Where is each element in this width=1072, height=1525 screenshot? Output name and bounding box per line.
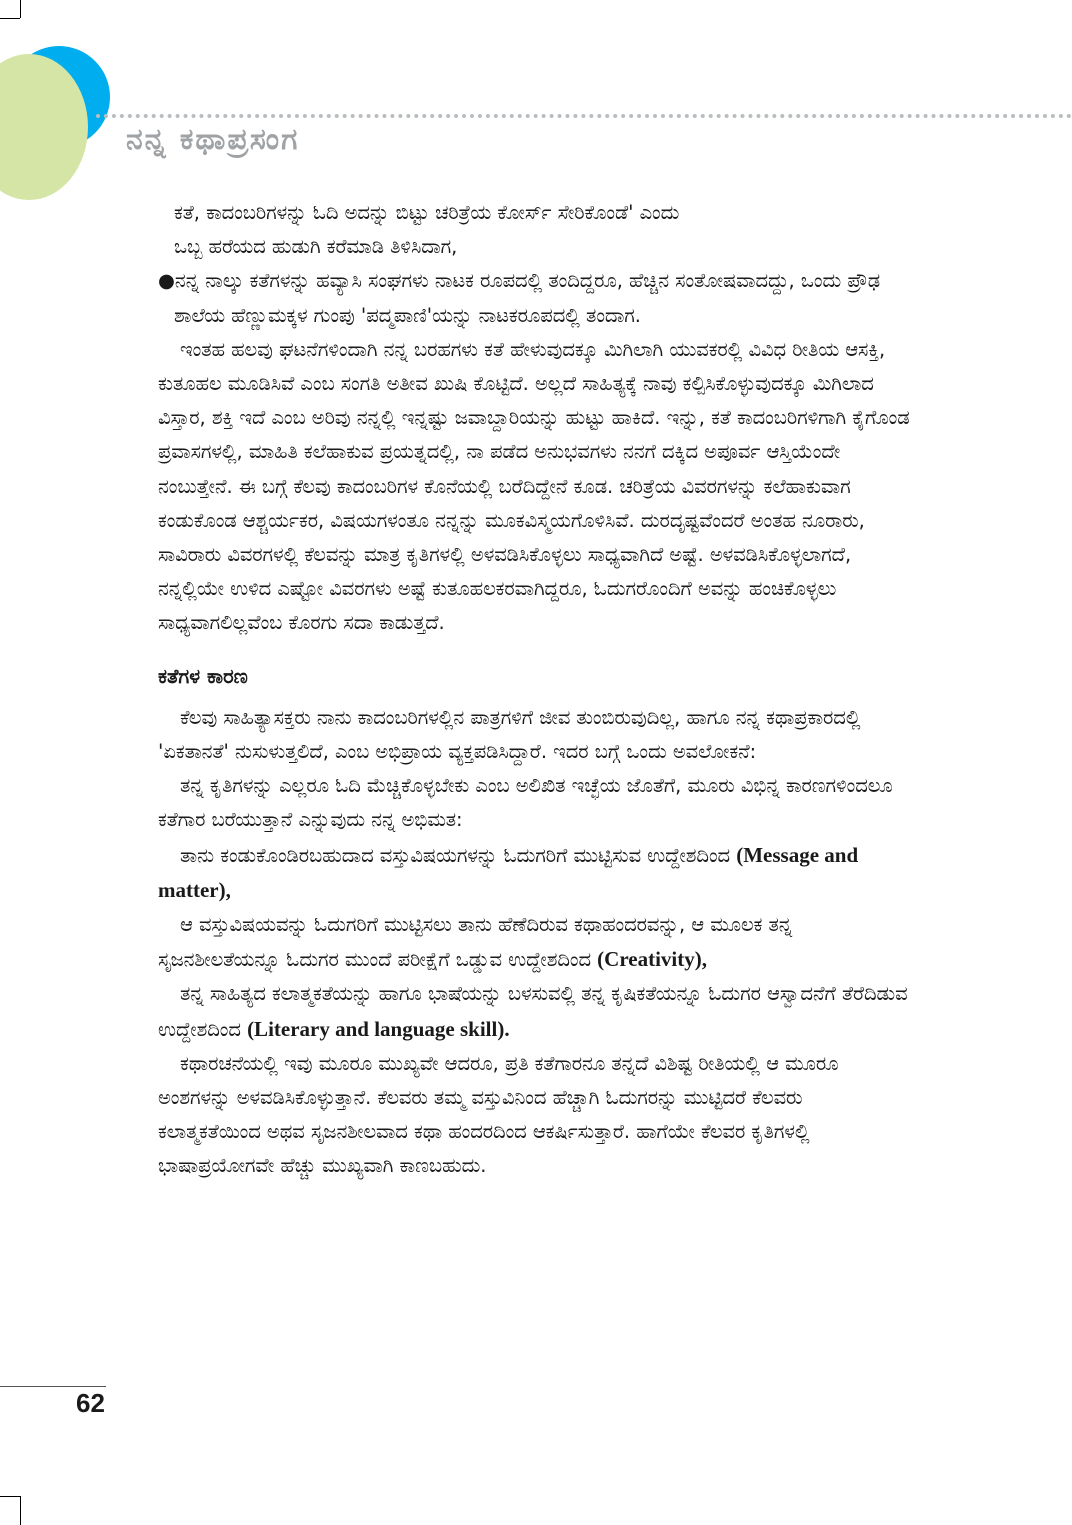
page-number: 62 (76, 1388, 105, 1418)
reason-item-2 (158, 908, 910, 977)
crop-mark-bottom-left-v (20, 1496, 21, 1525)
reason-item-1-text: ತಾನು ಕಂಡುಕೊಂಡಿರಬಹುದಾದ ವಸ್ತುವಿಷಯಗಳನ್ನು ಓದುಗರಿಗೆ ಮುಟ್ಟಿಸುವ ಉದ್ದೇಶದಿಂದ (180, 843, 731, 867)
reason-item-2-text: ಆ ವಸ್ತುವಿಷಯವನ್ನು ಓದುಗರಿಗೆ ಮುಟ್ಟಿಸಲು ತಾನು ಹೆಣೆದಿರುವ ಕಥಾಹಂದರವನ್ನು, ಆ ಮೂಲಕ ತನ್ನ ಸೃಜನಶೀಲತೆಯನ್ನೂ ಓದುಗರ ಮುಂದೆ ಪರೀಕ್ಷೆಗೆ ಒಡ್ಡುವ ಉದ್ದೇಶದಿಂದ (158, 913, 793, 972)
reason-item-3-english: (Literary and language skill). (247, 1016, 510, 1041)
page-number-rule (0, 1386, 106, 1387)
paragraph-3: ತನ್ನ ಕೃತಿಗಳನ್ನು ಎಲ್ಲರೂ ಓದಿ ಮೆಚ್ಚಿಕೊಳ್ಳಬೇಕು ಎಂಬ ಅಲಿಖಿತ ಇಚ್ಛೆಯ ಜೊತೆಗೆ, ಮೂರು ವಿಭಿನ್ನ ಕಾರಣಗಳಿಂದಲೂ ಕತೆಗಾರ ಬರೆಯುತ್ತಾನೆ ಎನ್ನುವುದು ನನ್ನ ಅಭಿಮತ: (158, 774, 893, 832)
crop-mark-top-left-h (0, 18, 20, 19)
body-line-1: ಕತೆ, ಕಾದಂಬರಿಗಳನ್ನು ಓದಿ ಅದನ್ನು ಬಿಟ್ಟು ಚರಿತ್ರೆಯ ಕೋರ್ಸ್ ಸೇರಿಕೊಂಡೆ' ಎಂದು (174, 201, 680, 224)
crop-mark-bottom-left-h (0, 1496, 20, 1497)
section-heading: ಕತೆಗಳ ಕಾರಣ (158, 663, 248, 688)
crop-mark-top-left-v (20, 0, 21, 18)
bullet-paragraph: ●ನನ್ನ ನಾಲ್ಕು ಕತೆಗಳನ್ನು ಹವ್ಯಾಸಿ ಸಂಘಗಳು ನಾಟಕ ರೂಪದಲ್ಲಿ ತಂದಿದ್ದರೂ, ಹೆಚ್ಚಿನ ಸಂತೋಷವಾದದ್ದು, ಒಂದು ಪ್ರೌಢ ಶಾಲೆಯ ಹೆಣ್ಣುಮಕ್ಕಳ ಗುಂಪು 'ಪದ್ಮಪಾಣಿ'ಯನ್ನು ನಾಟಕರೂಪದಲ್ಲಿ ತಂದಾಗ. (158, 269, 881, 327)
reason-item-1 (158, 838, 910, 908)
paragraph-2: ಕೆಲವು ಸಾಹಿತ್ಯಾಸಕ್ತರು ನಾನು ಕಾದಂಬರಿಗಳಲ್ಲಿನ ಪಾತ್ರಗಳಿಗೆ ಜೀವ ತುಂಬಿರುವುದಿಲ್ಲ, ಹಾಗೂ ನನ್ನ ಕಥಾಪ್ರಕಾರದಲ್ಲಿ 'ಏಕತಾನತೆ' ನುಸುಳುತ್ತಲಿದೆ, ಎಂಬ ಅಭಿಪ್ರಾಯ ವ್ಯಕ್ತಪಡಿಸಿದ್ದಾರೆ. ಇದರ ಬಗ್ಗೆ ಒಂದು ಅವಲೋಕನೆ: (158, 705, 861, 764)
paragraph-1: ಇಂತಹ ಹಲವು ಘಟನೆಗಳಿಂದಾಗಿ ನನ್ನ ಬರಹಗಳು ಕತೆ ಹೇಳುವುದಕ್ಕೂ ಮಿಗಿಲಾಗಿ ಯುವಕರಲ್ಲಿ ವಿವಿಧ ರೀತಿಯ ಆಸಕ್ತಿ, ಕುತೂಹಲ ಮೂಡಿಸಿವೆ ಎಂಬ ಸಂಗತಿ ಅತೀವ ಖುಷಿ ಕೊಟ್ಟಿದೆ. ಅಲ್ಲದೆ ಸಾಹಿತ್ಯಕ್ಕೆ ನಾವು ಕಲ್ಪಿಸಿಕೊಳ್ಳುವುದಕ್ಕೂ ಮಿಗಿಲಾದ ವಿಸ್ತಾರ, ಶಕ್ತಿ ಇದೆ ಎಂಬ ಅರಿವು ನನ್ನಲ್ಲಿ ಇನ್ನಷ್ಟು ಜವಾಬ್ದಾರಿಯನ್ನು ಹುಟ್ಟು ಹಾಕಿದೆ. ಇನ್ನು, ಕತೆ ಕಾದಂಬರಿಗಳಿಗಾಗಿ ಕೈಗೊಂಡ ಪ್ರವಾಸಗಳಲ್ಲಿ, ಮಾಹಿತಿ ಕಲೆಹಾಕುವ ಪ್ರಯತ್ನದಲ್ಲಿ, ನಾ ಪಡೆದ ಅನುಭವಗಳು ನನಗೆ ದಕ್ಕಿದ ಅಪೂರ್ವ ಆಸ್ತಿಯೆಂದೇ ನಂಬುತ್ತೇನೆ. ಈ ಬಗ್ಗೆ ಕೆಲವು ಕಾದಂಬರಿಗಳ ಕೊನೆಯಲ್ಲಿ ಬರೆದಿದ್ದೇನೆ ಕೂಡ. ಚರಿತ್ರೆಯ ವಿವರಗಳನ್ನು ಕಲೆಹಾಕುವಾಗ ಕಂಡುಕೊಂಡ ಆಶ್ಚರ್ಯಕರ, ವಿಷಯಗಳಂತೂ ನನ್ನನ್ನು ಮೂಕವಿಸ್ಮಯಗೊಳಿಸಿವೆ. ದುರದೃಷ್ಟವೆಂದರೆ ಅಂತಹ ನೂರಾರು, ಸಾವಿರಾರು ವಿವರಗಳಲ್ಲಿ ಕೆಲವನ್ನು ಮಾತ್ರ ಕೃತಿಗಳಲ್ಲಿ ಅಳವಡಿಸಿಕೊಳ್ಳಲು ಸಾಧ್ಯವಾಗಿದೆ ಅಷ್ಟೆ. ಅಳವಡಿಸಿಕೊಳ್ಳಲಾಗದೆ, ನನ್ನಲ್ಲಿಯೇ ಉಳಿದ ಎಷ್ಟೋ ವಿವರಗಳು ಅಷ್ಟೆ ಕುತೂಹಲಕರವಾಗಿದ್ದರೂ, ಓದುಗರೊಂದಿಗೆ ಅವನ್ನು ಹಂಚಿಕೊಳ್ಳಲು ಸಾಧ್ಯವಾಗಲಿಲ್ಲವೆಂಬ ಕೊರಗು ಸದಾ ಕಾಡುತ್ತದೆ. (158, 337, 910, 635)
body-line-2: ಒಬ್ಬ ಹರೆಯದ ಹುಡುಗಿ ಕರೆಮಾಡಿ ತಿಳಿಸಿದಾಗ, (174, 235, 458, 259)
reason-item-3-text: ತನ್ನ ಸಾಹಿತ್ಯದ ಕಲಾತ್ಮಕತೆಯನ್ನು ಹಾಗೂ ಭಾಷೆಯನ್ನು ಬಳಸುವಲ್ಲಿ ತನ್ನ ಕೃಷಿಕತೆಯನ್ನೂ ಓದುಗರ ಆಸ್ವಾದನೆಗೆ ತೆರೆದಿಡುವ ಉದ್ದೇಶದಿಂದ (158, 982, 908, 1041)
header-dotted-rule (96, 114, 1072, 118)
reason-item-1-english: (Message and matter), (158, 842, 859, 902)
paragraph-4: ಕಥಾರಚನೆಯಲ್ಲಿ ಇವು ಮೂರೂ ಮುಖ್ಯವೇ ಆದರೂ, ಪ್ರತಿ ಕತೆಗಾರನೂ ತನ್ನದೆ ವಿಶಿಷ್ಟ ರೀತಿಯಲ್ಲಿ ಆ ಮೂರೂ ಅಂಶಗಳನ್ನು ಅಳವಡಿಸಿಕೊಳ್ಳುತ್ತಾನೆ. ಕೆಲವರು ತಮ್ಮ ವಸ್ತುವಿನಿಂದ ಹೆಚ್ಚಾಗಿ ಓದುಗರನ್ನು ಮುಟ್ಟಿದರೆ ಕೆಲವರು ಕಲಾತ್ಮಕತೆಯಿಂದ ಅಥವ ಸೃಜನಶೀಲವಾದ ಕಥಾ ಹಂದರದಿಂದ ಆಕರ್ಷಿಸುತ್ತಾರೆ. ಹಾಗೆಯೇ ಕೆಲವರ ಕೃತಿಗಳಲ್ಲಿ ಭಾಷಾಪ್ರಯೋಗವೇ ಹೆಚ್ಚು ಮುಖ್ಯವಾಗಿ ಕಾಣಬಹುದು. (158, 1051, 839, 1178)
running-title: ನನ್ನ ಕಥಾಪ್ರಸಂಗ (126, 122, 300, 157)
reason-item-3 (158, 977, 910, 1046)
page-body (158, 196, 910, 1184)
reason-item-2-english: (Creativity), (597, 947, 707, 972)
